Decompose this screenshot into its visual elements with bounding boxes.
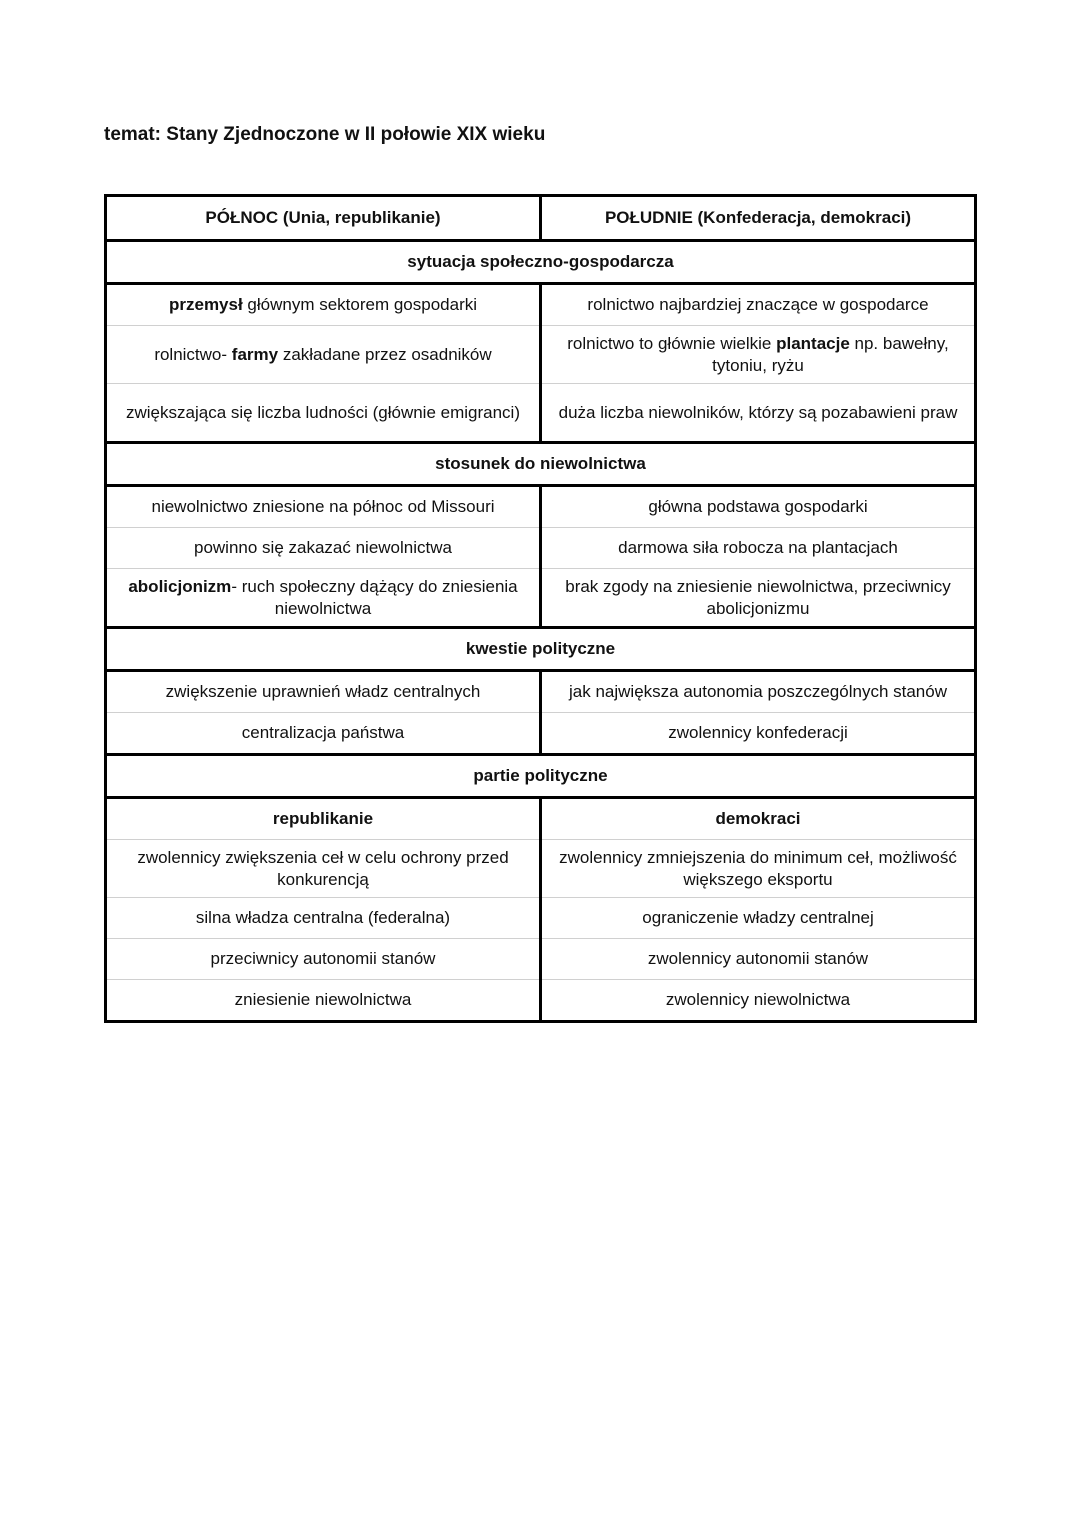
- south-cell: zwolennicy niewolnictwa: [541, 980, 976, 1022]
- table-row: [106, 671, 976, 713]
- table-row: [106, 939, 976, 980]
- section-title-socioeconomic: sytuacja społeczno-gospodarcza: [106, 241, 976, 284]
- table-row: [106, 284, 976, 326]
- table-row: [106, 326, 976, 384]
- north-cell: zwolennicy zwiększenia ceł w celu ochrony przed konkurencją: [106, 840, 541, 898]
- header-south: POŁUDNIE (Konfederacja, demokraci): [541, 196, 976, 241]
- page-title: temat: Stany Zjednoczone w II połowie XIX wieku: [104, 124, 546, 145]
- south-cell: duża liczba niewolników, którzy są pozabawieni praw: [541, 384, 976, 443]
- table-row: [106, 569, 976, 628]
- party-north: republikanie: [106, 798, 541, 840]
- north-cell: silna władza centralna (federalna): [106, 898, 541, 939]
- table-row: [106, 840, 976, 898]
- south-cell: darmowa siła robocza na plantacjach: [541, 528, 976, 569]
- north-cell: niewolnictwo zniesione na północ od Missouri: [106, 486, 541, 528]
- cell-text: - ruch społeczny dążący do zniesienia niewolnictwa: [231, 576, 518, 618]
- north-cell: zwiększająca się liczba ludności (głównie emigranci): [106, 384, 541, 443]
- cell-text: głównym sektorem gospodarki: [242, 295, 478, 314]
- north-cell: zwiększenie uprawnień władz centralnych: [106, 671, 541, 713]
- north-cell: powinno się zakazać niewolnictwa: [106, 528, 541, 569]
- section-title-political-parties: partie polityczne: [106, 755, 976, 798]
- cell-text: np. bawełny, tytoniu, ryżu: [712, 333, 949, 375]
- comparison-table: [104, 194, 977, 1023]
- south-cell: [541, 326, 976, 384]
- party-south: demokraci: [541, 798, 976, 840]
- south-cell: ograniczenie władzy centralnej: [541, 898, 976, 939]
- section-row: [106, 241, 976, 284]
- table-row: [106, 486, 976, 528]
- section-row: [106, 628, 976, 671]
- table-header-row: [106, 196, 976, 241]
- table-row: [106, 384, 976, 443]
- south-cell: zwolennicy autonomii stanów: [541, 939, 976, 980]
- party-header-row: [106, 798, 976, 840]
- bold-term: plantacje: [776, 333, 850, 353]
- table-row: [106, 713, 976, 755]
- north-cell: przeciwnicy autonomii stanów: [106, 939, 541, 980]
- table-row: [106, 980, 976, 1022]
- bold-term: farmy: [231, 344, 279, 364]
- north-cell: [106, 284, 541, 326]
- table-row: [106, 528, 976, 569]
- table-row: [106, 898, 976, 939]
- north-cell: [106, 569, 541, 628]
- section-row: [106, 755, 976, 798]
- north-cell: centralizacja państwa: [106, 713, 541, 755]
- north-cell: [106, 326, 541, 384]
- south-cell: jak największa autonomia poszczególnych stanów: [541, 671, 976, 713]
- bold-term: abolicjonizm: [128, 576, 232, 596]
- section-title-political-issues: kwestie polityczne: [106, 628, 976, 671]
- header-north: PÓŁNOC (Unia, republikanie): [106, 196, 541, 241]
- north-cell: zniesienie niewolnictwa: [106, 980, 541, 1022]
- cell-text: zakładane przez osadników: [278, 344, 492, 364]
- south-cell: brak zgody na zniesienie niewolnictwa, przeciwnicy abolicjonizmu: [541, 569, 976, 628]
- section-row: [106, 443, 976, 486]
- cell-text: rolnictwo-: [154, 344, 232, 364]
- south-cell: zwolennicy zmniejszenia do minimum ceł, możliwość większego eksportu: [541, 840, 976, 898]
- south-cell: rolnictwo najbardziej znaczące w gospodarce: [541, 284, 976, 326]
- bold-term: przemysł: [168, 295, 243, 314]
- cell-text: rolnictwo to głównie wielkie: [567, 333, 777, 353]
- south-cell: zwolennicy konfederacji: [541, 713, 976, 755]
- section-title-slavery: stosunek do niewolnictwa: [106, 443, 976, 486]
- south-cell: główna podstawa gospodarki: [541, 486, 976, 528]
